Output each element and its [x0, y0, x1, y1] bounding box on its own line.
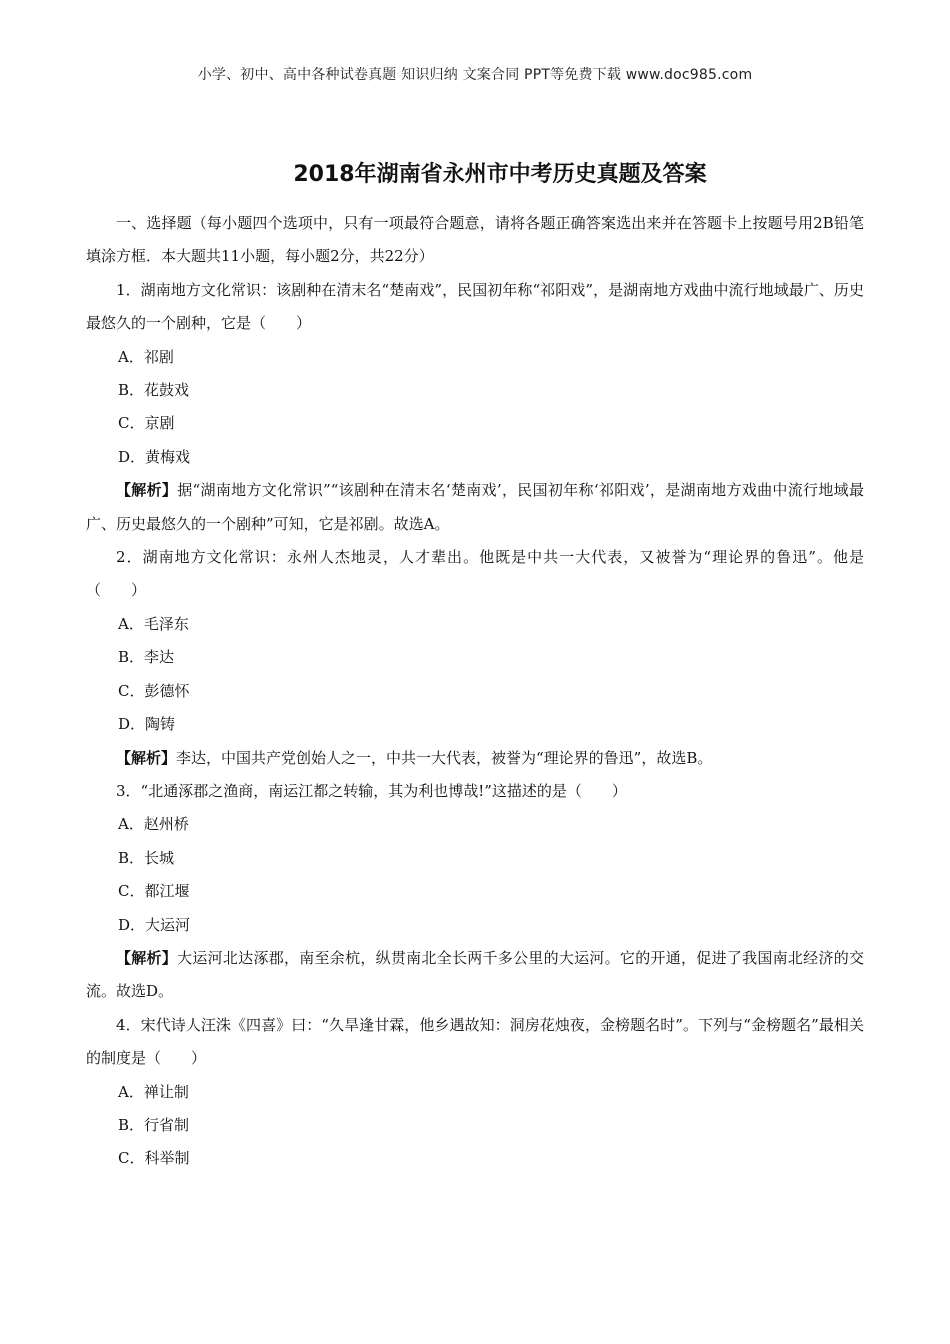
analysis-label: 【解析】: [116, 748, 177, 767]
question-3-option-c: C．都江堰: [118, 882, 190, 901]
question-3-stem: 3．“北通涿郡之渔商，南运江都之转输，其为利也博哉!”这描述的是（ ）: [116, 781, 627, 800]
question-3-analysis: [86, 942, 864, 1009]
analysis-text: 大运河北达涿郡，南至余杭，纵贯南北全长两千多公里的大运河。它的开通，促进了我国南北经济的交流。故选D。: [86, 948, 864, 1001]
question-2-option-d: D．陶铸: [118, 715, 176, 734]
analysis-label: 【解析】: [116, 481, 178, 500]
question-4-option-c: C．科举制: [118, 1149, 190, 1168]
document-title: 2018年湖南省永州市中考历史真题及答案: [293, 162, 707, 187]
question-1-option-d: D．黄梅戏: [118, 447, 191, 466]
analysis-text: 李达，中国共产党创始人之一，中共一大代表，被誉为“理论界的鲁迅”，故选B。: [176, 748, 713, 767]
analysis-text: 据“湖南地方文化常识”“该剧种在清末名‘楚南戏’，民国初年称‘祁阳戏’，是湖南地方戏曲中流行地域最广、历史最悠久的一个剧种”可知，它是祁剧。故选A。: [86, 481, 864, 533]
question-1-analysis: [86, 474, 864, 541]
question-1-stem: 1．湖南地方文化常识：该剧种在清末名“楚南戏”，民国初年称“祁阳戏”，是湖南地方戏曲中流行地域最广、历史最悠久的一个剧种，它是（ ）: [86, 280, 864, 333]
page-header: 小学、初中、高中各种试卷真题 知识归纳 文案合同 PPT等免费下载 www.doc985.com: [197, 67, 753, 83]
question-2-option-c: C．彭德怀: [118, 681, 190, 700]
question-3-option-b: B．长城: [118, 848, 175, 867]
question-4-option-a: A．禅让制: [118, 1082, 189, 1101]
question-3-option-a: A．赵州桥: [118, 815, 189, 834]
document-body: [86, 207, 864, 1176]
question-1-option-a: A．祁剧: [118, 347, 174, 366]
question-4-stem: 4．宋代诗人汪洙《四喜》曰：“久旱逢甘霖，他乡遇故知：洞房花烛夜，金榜题名时”。下列与“金榜题名”最相关的制度是（ ）: [86, 1015, 864, 1068]
question-1-option-b: B．花鼓戏: [118, 381, 190, 400]
question-2-stem: 2．湖南地方文化常识：永州人杰地灵，人才辈出。他既是中共一大代表，又被誉为“理论界的鲁迅”。他是（ ）: [86, 548, 864, 600]
question-2-option-a: A．毛泽东: [118, 614, 189, 633]
question-4-option-b: B．行省制: [118, 1115, 190, 1134]
question-2-analysis: [86, 742, 864, 775]
question-3-option-d: D．大运河: [118, 915, 191, 934]
section-intro: 一、选择题（每小题四个选项中，只有一项最符合题意，请将各题正确答案选出来并在答题卡上按题号用2B铅笔填涂方框．本大题共11小题，每小题2分，共22分）: [86, 214, 864, 266]
question-1-option-c: C．京剧: [118, 414, 175, 433]
question-2-option-b: B．李达: [118, 648, 175, 667]
analysis-label: 【解析】: [116, 948, 178, 967]
